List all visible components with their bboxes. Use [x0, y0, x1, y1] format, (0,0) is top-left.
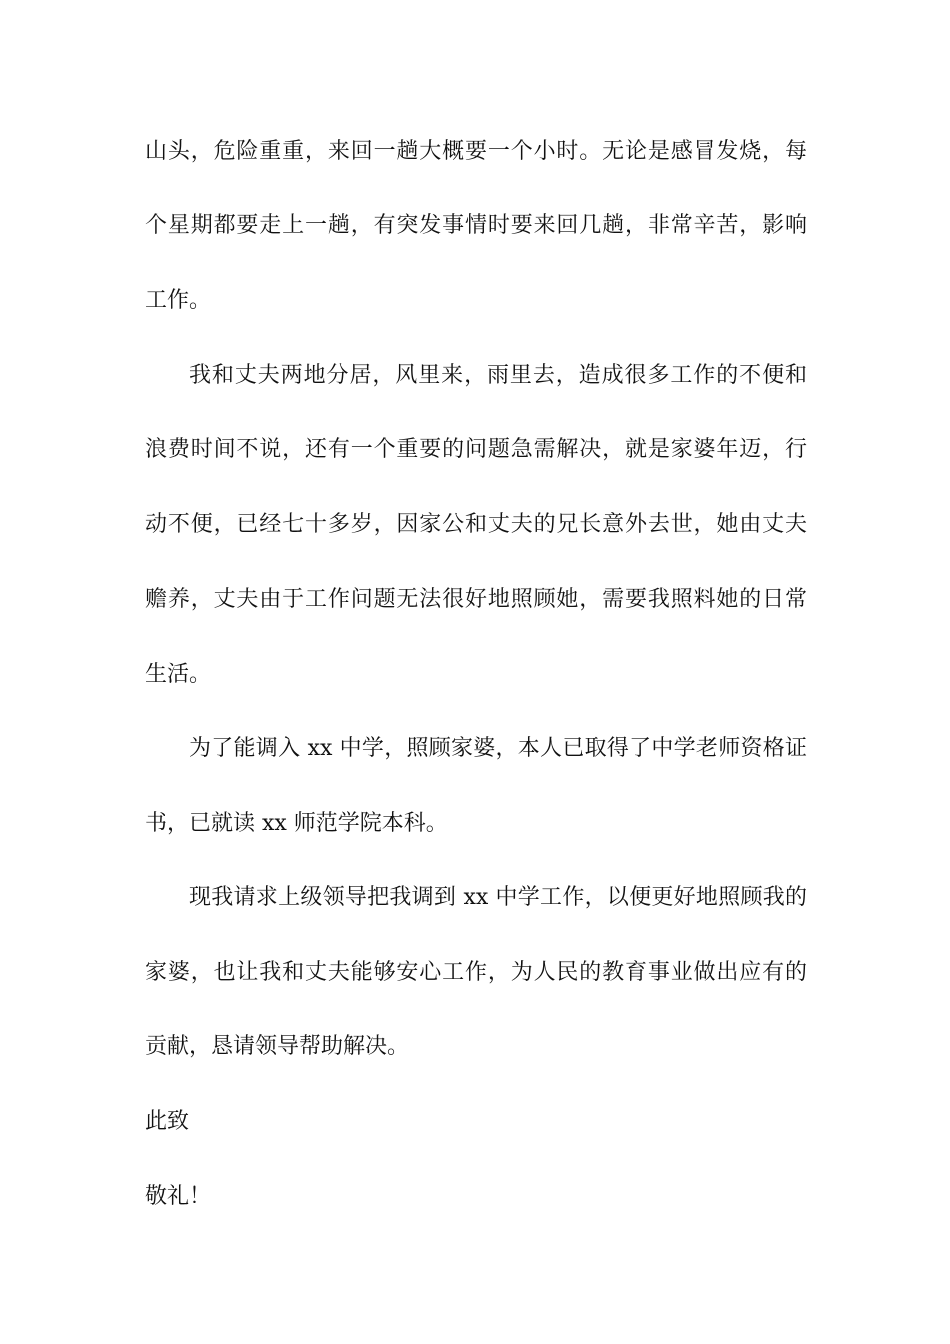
closing-line-2: 敬礼！: [145, 1184, 212, 1209]
paragraph-2-line-3: 动不便，已经七十多岁，因家公和丈夫的兄长意外去世，她由丈夫: [145, 512, 807, 537]
paragraph-4-line-2: 家婆，也让我和丈夫能够安心工作，为人民的教育事业做出应有的: [145, 960, 807, 985]
paragraph-4-line-1: 现我请求上级领导把我调到 xx 中学工作，以便更好地照顾我的: [189, 885, 807, 910]
paragraph-3-line-1: 为了能调入 xx 中学，照顾家婆，本人已取得了中学老师资格证: [189, 736, 807, 761]
paragraph-4-line-3: 贡献，恳请领导帮助解决。: [145, 1034, 410, 1059]
paragraph-2-line-2: 浪费时间不说，还有一个重要的问题急需解决，就是家婆年迈，行: [145, 437, 807, 462]
paragraph-2-line-4: 赡养，丈夫由于工作问题无法很好地照顾她，需要我照料她的日常: [145, 587, 807, 612]
paragraph-1-line-2: 个星期都要走上一趟，有突发事情时要来回几趟，非常辛苦，影响: [145, 213, 807, 238]
paragraph-1-line-1: 山头，危险重重，来回一趟大概要一个小时。无论是感冒发烧，每: [145, 139, 807, 164]
paragraph-2-line-1: 我和丈夫两地分居，风里来，雨里去，造成很多工作的不便和: [189, 363, 807, 388]
closing-line-1: 此致: [145, 1109, 190, 1134]
paragraph-1-line-3: 工作。: [145, 288, 212, 313]
paragraph-2-line-5: 生活。: [145, 662, 212, 687]
paragraph-3-line-2: 书，已就读 xx 师范学院本科。: [145, 811, 448, 836]
